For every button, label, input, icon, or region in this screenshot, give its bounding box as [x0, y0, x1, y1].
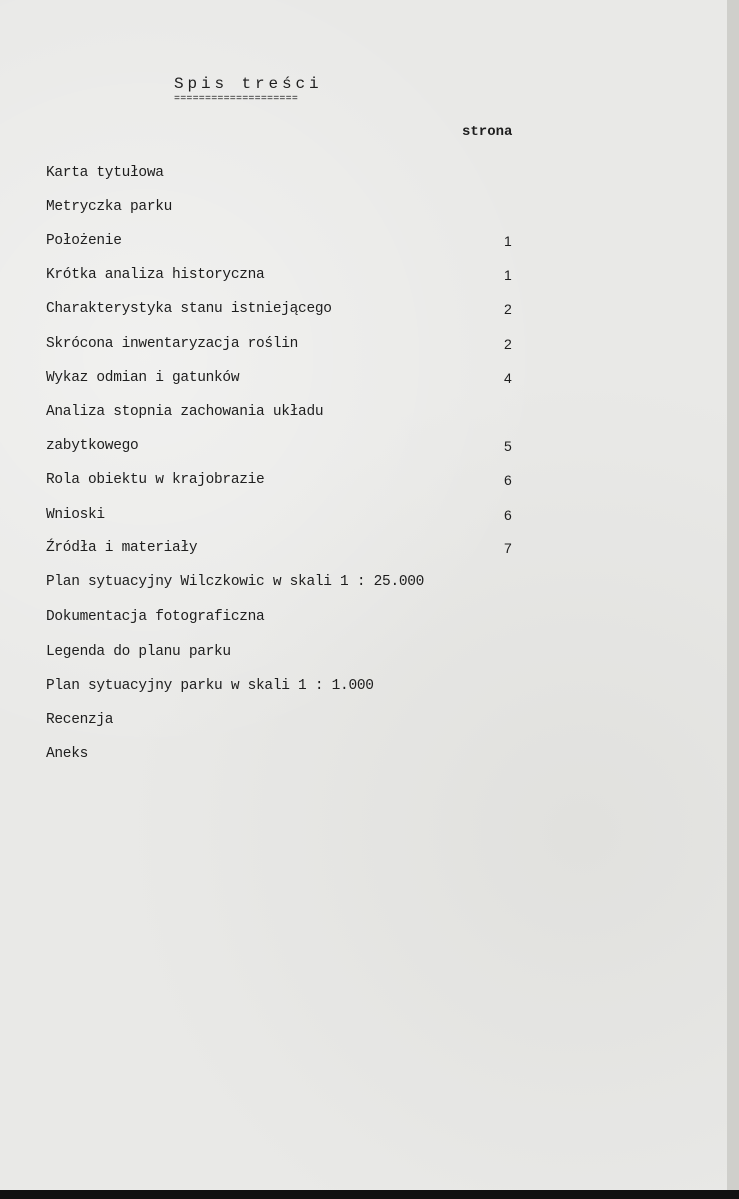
toc-entry — [46, 438, 526, 458]
toc-entry-label: Plan sytuacyjny Wilczkowic w skali 1 : 25.000 — [46, 574, 425, 590]
toc-entry-page: 1 — [504, 267, 512, 283]
toc-entry — [46, 507, 526, 527]
toc-entry — [46, 574, 526, 594]
toc-entry — [46, 746, 526, 766]
page-edge-right — [727, 0, 739, 1190]
toc-entry — [46, 644, 526, 664]
toc-entry — [46, 404, 526, 424]
toc-entry — [46, 370, 526, 390]
page-edge-bottom — [0, 1190, 739, 1199]
toc-entry-page: 6 — [504, 472, 512, 488]
toc-entry-label: Charakterystyka stanu istniejącego — [46, 301, 332, 317]
toc-entry-label: Aneks — [46, 746, 89, 762]
toc-entry — [46, 540, 526, 560]
toc-entry-label: Źródła i materiały — [46, 540, 198, 556]
toc-entry — [46, 199, 526, 219]
toc-entry — [46, 609, 526, 629]
toc-entry-label: Karta tytułowa — [46, 165, 164, 181]
toc-entry-page: 1 — [504, 233, 512, 249]
toc-entry-page: 2 — [504, 301, 512, 317]
title-underline: ==================== — [174, 94, 299, 105]
toc-entry-label: Dokumentacja fotograficzna — [46, 609, 265, 625]
toc-entry — [46, 678, 526, 698]
toc-entry — [46, 165, 526, 185]
toc-entry — [46, 472, 526, 492]
toc-entry-page: 7 — [504, 540, 512, 556]
toc-entry — [46, 336, 526, 356]
toc-entry-label: Plan sytuacyjny parku w skali 1 : 1.000 — [46, 678, 374, 694]
toc-entry-label: Skrócona inwentaryzacja roślin — [46, 336, 299, 352]
toc-entry-page: 2 — [504, 336, 512, 352]
toc-entry-label: Wykaz odmian i gatunków — [46, 370, 240, 386]
toc-entry-label: zabytkowego — [46, 438, 139, 454]
toc-entry — [46, 712, 526, 732]
page-column-header: strona — [462, 124, 513, 140]
toc-entry-label: Rola obiektu w krajobrazie — [46, 472, 265, 488]
toc-entry-page: 6 — [504, 507, 512, 523]
toc-entry-label: Analiza stopnia zachowania układu — [46, 404, 324, 420]
toc-entry-page: 5 — [504, 438, 512, 454]
toc-entry — [46, 267, 526, 287]
toc-entry — [46, 301, 526, 321]
toc-entry-label: Położenie — [46, 233, 122, 249]
page-title: Spis treści — [174, 75, 323, 93]
toc-entry — [46, 233, 526, 253]
toc-entry-label: Recenzja — [46, 712, 114, 728]
toc-entry-label: Wnioski — [46, 507, 105, 523]
toc-entry-label: Krótka analiza historyczna — [46, 267, 265, 283]
toc-entry-page: 4 — [504, 370, 512, 386]
toc-entry-label: Legenda do planu parku — [46, 644, 231, 660]
toc-entry-label: Metryczka parku — [46, 199, 173, 215]
